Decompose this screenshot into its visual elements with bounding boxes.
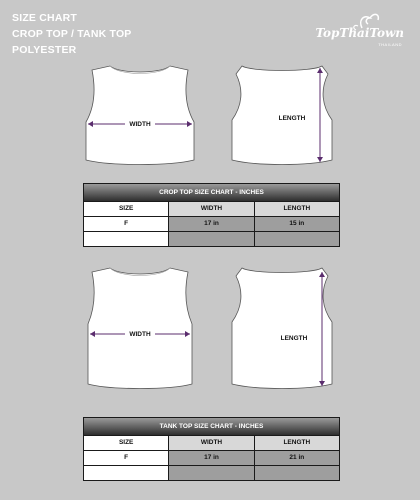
cell-width [169,466,254,480]
cell-length [255,232,339,246]
cell-length: 21 in [255,451,339,465]
cell-size: F [84,217,169,231]
tank-top-side-shape [232,268,332,389]
tank-top-front-shape [88,268,192,389]
width-label: WIDTH [129,121,151,128]
title-material: POLYESTER [12,44,77,56]
table-row [84,466,339,480]
cell-size [84,466,169,480]
col-header-width: WIDTH [169,202,254,216]
cell-size [84,232,169,246]
crop-top-size-table [83,183,340,247]
title-product: CROP TOP / TANK TOP [12,28,132,40]
tank-table-title: TANK TOP SIZE CHART - INCHES [84,418,339,436]
table-row [84,217,339,232]
title-block [12,10,132,58]
width-label: WIDTH [129,331,151,338]
crop-table-title: CROP TOP SIZE CHART - INCHES [84,184,339,202]
length-label: LENGTH [278,115,306,122]
length-label: LENGTH [280,335,308,342]
col-header-length: LENGTH [255,436,339,450]
tank-top-size-table [83,417,340,481]
cell-size: F [84,451,169,465]
table-row [84,451,339,466]
title-size-chart: SIZE CHART [12,12,77,24]
cell-width: 17 in [169,451,254,465]
table-header-row [84,436,339,451]
col-header-size: SIZE [84,202,169,216]
crop-top-side [222,60,342,170]
cell-length: 15 in [255,217,339,231]
cell-length [255,466,339,480]
tank-top-front [80,262,200,392]
table-header-row [84,202,339,217]
cell-width: 17 in [169,217,254,231]
col-header-size: SIZE [84,436,169,450]
table-row [84,232,339,246]
logo-wordmark: TopThaiTown [315,26,404,40]
brand-logo [315,10,410,48]
crop-top-front-shape [86,66,194,165]
crop-top-front [80,60,200,170]
logo-subtext: THAILAND [378,42,402,47]
col-header-length: LENGTH [255,202,339,216]
tank-top-side [222,262,342,392]
col-header-width: WIDTH [169,436,254,450]
cell-width [169,232,254,246]
